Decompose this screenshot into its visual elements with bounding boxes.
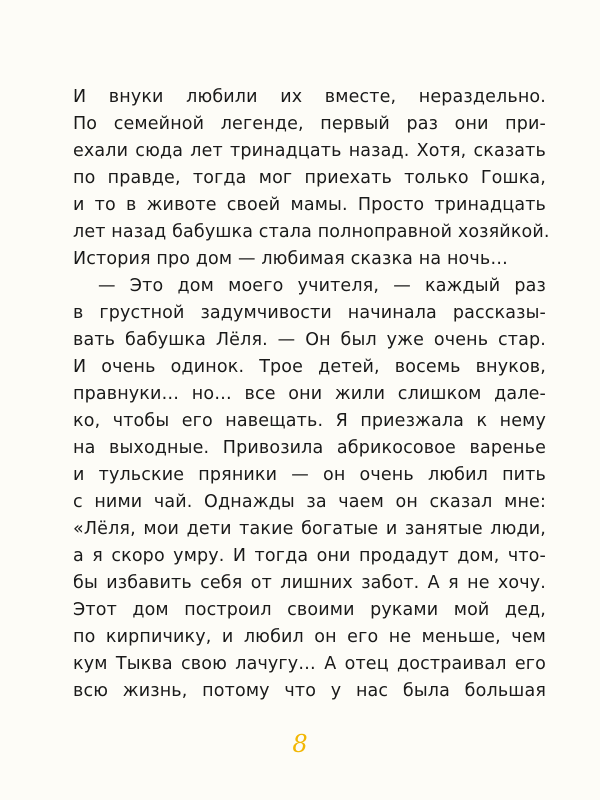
text-line: всю жизнь, потому что у нас была большая (73, 681, 546, 701)
text-line: По семейной легенде, первый раз они при- (73, 114, 546, 134)
text-line: а я скоро умру. И тогда они продадут дом, что- (73, 546, 546, 566)
text-line: — Это дом моего учителя, — каждый раз (98, 276, 546, 296)
text-line: и тульские пряники — он очень любил пить (73, 465, 546, 485)
text-line: правнуки… но… все они жили слишком дале- (73, 384, 546, 404)
body-text (73, 84, 550, 705)
text-line: бы избавить себя от лишних забот. А я не хочу. (73, 573, 546, 593)
text-line: История про дом — любимая сказка на ночь… (73, 249, 508, 269)
text-line: лет назад бабушка стала полноправной хозяйкой. (73, 222, 550, 242)
text-line: И внуки любили их вместе, нераздельно. (73, 87, 546, 107)
text-line: Этот дом построил своими руками мой дед, (73, 600, 546, 620)
page-number: 8 (292, 730, 308, 758)
text-line: по кирпичику, и любил он его не меньше, чем (73, 627, 546, 647)
text-line: на выходные. Привозила абрикосовое варенье (73, 438, 546, 458)
text-line: И очень одинок. Трое детей, восемь внуков, (73, 357, 546, 377)
text-line: с ними чай. Однажды за чаем он сказал мне: (73, 492, 546, 512)
text-line: вать бабушка Лёля. — Он был уже очень стар. (73, 330, 546, 350)
text-line: кум Тыква свою лачугу… А отец достраивал его (73, 654, 546, 674)
text-line: и то в животе своей мамы. Просто тринадцать (73, 195, 546, 215)
text-line: по правде, тогда мог приехать только Гошка, (73, 168, 546, 188)
text-line: ехали сюда лет тринадцать назад. Хотя, сказать (73, 141, 546, 161)
text-line: ко, чтобы его навещать. Я приезжала к нему (73, 411, 546, 431)
text-line: в грустной задумчивости начинала рассказы- (73, 303, 546, 323)
text-line: «Лёля, мои дети такие богатые и занятые люди, (73, 519, 546, 539)
